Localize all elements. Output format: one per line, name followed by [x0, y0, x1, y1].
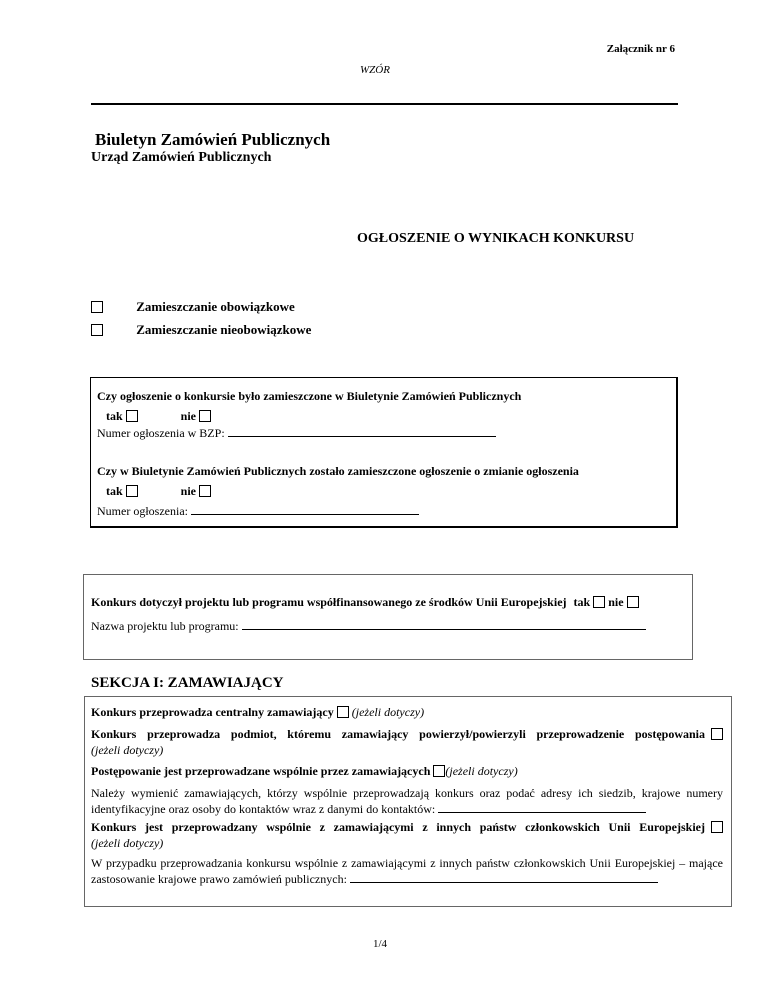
eu-question-row [91, 595, 639, 610]
change-nie-checkbox[interactable] [199, 485, 211, 497]
bzp-nie-label: nie [180, 409, 197, 423]
change-tak-label: tak [106, 484, 123, 498]
mandatory-checkbox[interactable] [91, 301, 103, 313]
central-checkbox[interactable] [337, 706, 349, 718]
entity-label: Konkurs przeprowadza podmiot, któremu zamawiający powierzył/powierzyli przeprowadzenie postępowania [91, 727, 705, 741]
jointly-checkbox[interactable] [433, 765, 445, 777]
bzp-number-field[interactable] [228, 427, 496, 437]
jointly-row [91, 764, 518, 779]
announcement-title: OGŁOSZENIE O WYNIKACH KONKURSU [357, 231, 635, 246]
section1-heading: SEKCJA I: ZAMAWIAJĄCY [91, 675, 284, 691]
entity-if-applicable: (jeżeli dotyczy) [91, 743, 164, 757]
list-contracting-field[interactable] [438, 803, 646, 813]
eu-tak-label: tak [573, 595, 591, 609]
eu-box [83, 574, 693, 660]
template-label: WZÓR [360, 64, 390, 76]
change-answer-row [106, 484, 211, 499]
publication-title: Biuletyn Zamówień Publicznych [95, 130, 331, 149]
list-contracting-text: Należy wymienić zamawiających, którzy wspólnie przeprowadzają konkurs oraz podać adresy ich siedzib, krajowe numery identyfikacyjne oraz osoby do kontaktów wraz z danymi do kontaktów: [91, 786, 723, 816]
eu-tak-checkbox[interactable] [593, 596, 605, 608]
eu-joint-label: Konkurs jest przeprowadzany wspólnie z zamawiającymi z innych państw członkowskich Unii Europejskiej [91, 820, 705, 834]
eu-joint-if-applicable: (jeżeli dotyczy) [91, 836, 164, 850]
annex-label: Załącznik nr 6 [606, 43, 675, 55]
jointly-if-applicable: (jeżeli dotyczy) [445, 764, 518, 778]
optional-label: Zamieszczanie nieobowiązkowe [136, 322, 312, 337]
central-label: Konkurs przeprowadza centralny zamawiający [91, 705, 334, 719]
eu-joint-checkbox[interactable] [711, 821, 723, 833]
header-rule [91, 103, 678, 105]
change-tak-checkbox[interactable] [126, 485, 138, 497]
mandatory-label: Zamieszczanie obowiązkowe [136, 299, 295, 314]
entity-block [91, 726, 723, 758]
bzp-nie-checkbox[interactable] [199, 410, 211, 422]
bzp-tak-label: tak [106, 409, 123, 423]
eu-nie-checkbox[interactable] [627, 596, 639, 608]
national-law-block [91, 855, 723, 887]
optional-checkbox[interactable] [91, 324, 103, 336]
section1-box [84, 696, 732, 907]
list-contracting-block [91, 785, 723, 817]
national-law-field[interactable] [350, 873, 658, 883]
page-number: 1/4 [373, 938, 388, 950]
bzp-number-label: Numer ogłoszenia w BZP: [97, 426, 225, 440]
bzp-box [90, 377, 678, 528]
change-number-row [97, 504, 419, 519]
eu-project-label: Nazwa projektu lub programu: [91, 619, 239, 633]
central-row [91, 705, 424, 720]
central-if-applicable: (jeżeli dotyczy) [351, 705, 425, 719]
change-number-field[interactable] [191, 505, 419, 515]
national-law-text: W przypadku przeprowadzania konkursu wspólnie z zamawiającymi z innych państw członkowskich Unii Europejskiej – mające zastosowanie krajowe prawo zamówień publicznych: [91, 856, 723, 886]
bzp-tak-checkbox[interactable] [126, 410, 138, 422]
change-number-label: Numer ogłoszenia: [97, 504, 188, 518]
eu-project-field[interactable] [242, 620, 646, 630]
eu-joint-block [91, 819, 723, 851]
bzp-question: Czy ogłoszenie o konkursie było zamieszczone w Biuletynie Zamówień Publicznych [97, 389, 522, 403]
entity-checkbox[interactable] [711, 728, 723, 740]
placement-mandatory-row [91, 299, 295, 315]
jointly-label: Postępowanie jest przeprowadzane wspólnie przez zamawiających [91, 764, 431, 778]
office-name: Urząd Zamówień Publicznych [91, 150, 272, 165]
bzp-number-row [97, 426, 496, 441]
change-nie-label: nie [180, 484, 197, 498]
change-question: Czy w Biuletynie Zamówień Publicznych zostało zamieszczone ogłoszenie o zmianie ogłoszenia [97, 464, 579, 478]
eu-project-row [91, 619, 646, 634]
eu-nie-label: nie [608, 595, 624, 609]
eu-question: Konkurs dotyczył projektu lub programu współfinansowanego ze środków Unii Europejskiej [91, 595, 567, 609]
bzp-answer-row [106, 409, 211, 424]
placement-optional-row [91, 322, 311, 338]
